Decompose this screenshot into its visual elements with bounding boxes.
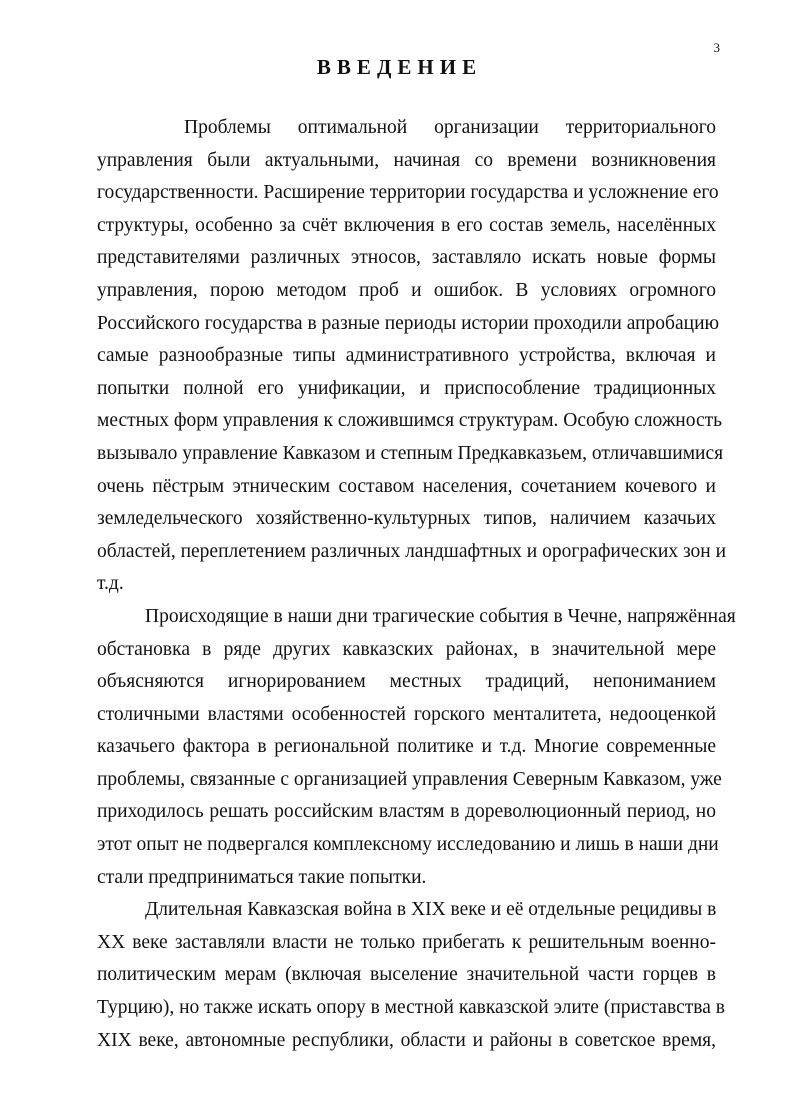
paragraph-line: XX веке заставляли власти не только прибегать к решительным военно- <box>97 931 716 953</box>
paragraph-line: структуры, особенно за счёт включения в его состав земель, населённых <box>97 214 716 236</box>
paragraph-line: управления были актуальными, начиная со времени возникновения <box>97 149 716 171</box>
paragraph-line: проблемы, связанные с организацией управления Северным Кавказом, уже <box>97 768 722 790</box>
paragraph <box>97 894 725 1057</box>
paragraph-line: Проблемы оптимальной организации территориального <box>184 117 716 138</box>
paragraph-line: представителями различных этносов, заставляло искать новые формы <box>97 247 716 269</box>
paragraph-line: т.д. <box>97 573 124 595</box>
paragraph-line: управления, порою методом проб и ошибок. В условиях огромного <box>97 279 716 301</box>
paragraph-line: Длительная Кавказская война в XIX веке и её отдельные рецидивы в <box>145 899 717 921</box>
paragraph-line: стали предприниматься такие попытки. <box>97 866 427 888</box>
paragraph-line: вызывало управление Кавказом и степным Предкавказьем, отличавшимися <box>97 442 724 464</box>
paragraph-line: Происходящие в наши дни трагические события в Чечне, напряжённая <box>145 605 736 627</box>
page-title: ВВЕДЕНИЕ <box>316 55 483 79</box>
paragraph-line: этот опыт не подвергался комплексному исследованию и лишь в наши дни <box>97 834 719 856</box>
paragraph-line: местных форм управления к сложившимся структурам. Особую сложность <box>97 410 723 432</box>
paragraph-line: столичными властями особенностей горского менталитета, недооценкой <box>97 703 716 725</box>
paragraph-line: очень пёстрым этническим составом населения, сочетанием кочевого и <box>97 475 716 497</box>
page-number: 3 <box>713 40 720 55</box>
paragraph-line: обстановка в ряде других кавказских районах, в значительной мере <box>97 638 716 660</box>
paragraph <box>97 601 736 894</box>
paragraph-line: приходилось решать российским властям в дореволюционный период, но <box>97 801 716 823</box>
paragraph-line: областей, переплетением различных ландшафтных и орографических зон и <box>97 540 727 562</box>
paragraph-line: политическим мерам (включая выселение значительной части горцев в <box>97 964 716 986</box>
paragraph-line: объясняются игнорированием местных традиций, непониманием <box>97 671 716 693</box>
paragraph-line: Турцию), но также искать опору в местной кавказской элите (приставства в <box>97 997 725 1019</box>
paragraph <box>97 112 727 601</box>
body-text <box>97 112 736 1057</box>
paragraph-line: государственности. Расширение территории государства и усложнение его <box>97 182 719 204</box>
paragraph-line: XIX веке, автономные республики, области и районы в советское время, <box>97 1029 716 1051</box>
paragraph-line: казачьего фактора в региональной политике и т.д. Многие современные <box>97 736 716 758</box>
paragraph-line: самые разнообразные типы административного устройства, включая и <box>97 345 716 367</box>
paragraph-line: попытки полной его унификации, и приспособление традиционных <box>97 377 716 399</box>
paragraph-line: земледельческого хозяйственно-культурных типов, наличием казачьих <box>97 508 716 530</box>
paragraph-line: Российского государства в разные периоды истории проходили апробацию <box>97 312 720 334</box>
